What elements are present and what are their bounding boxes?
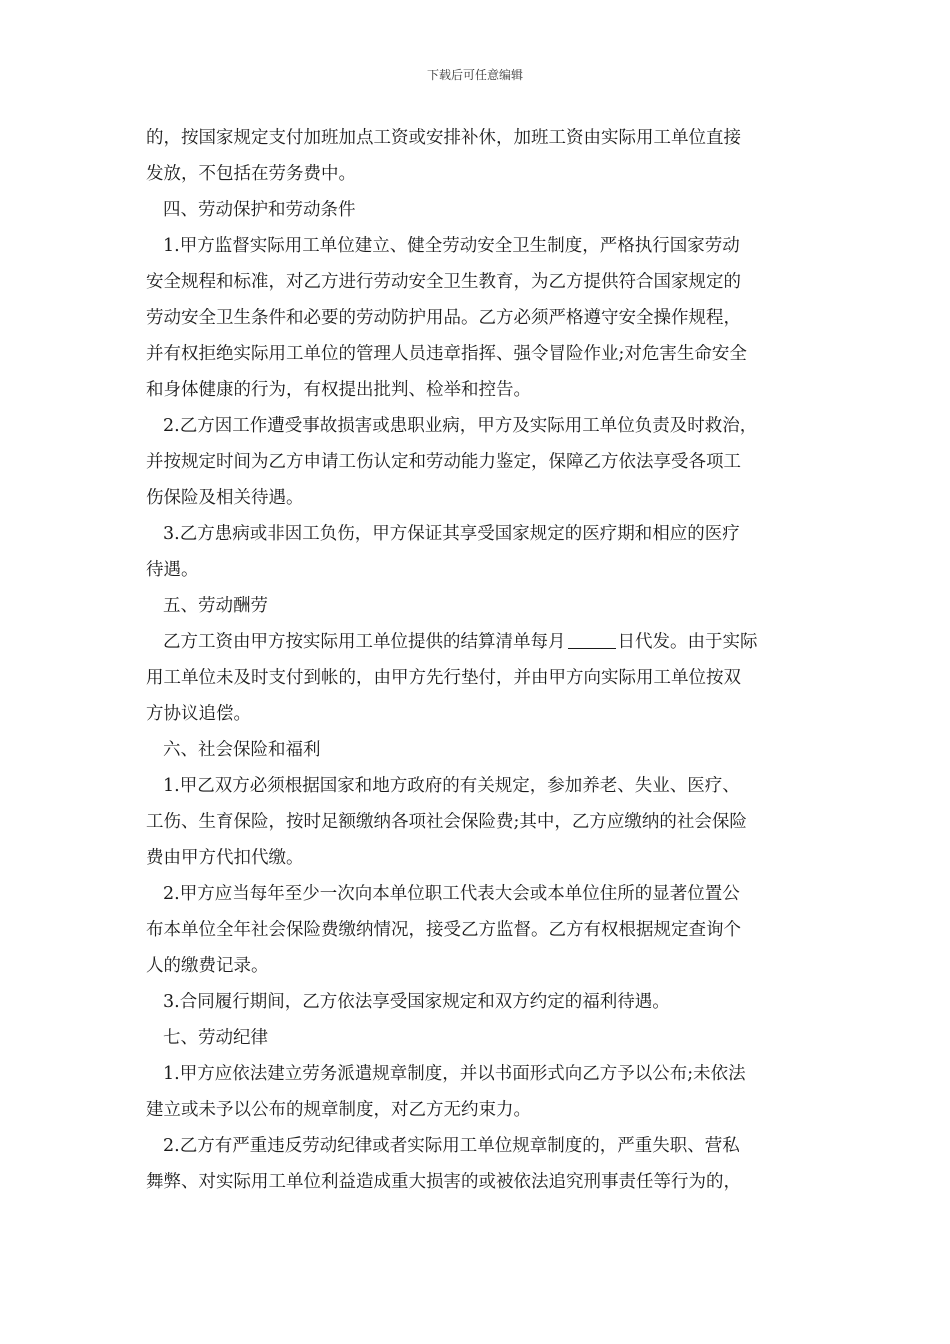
text-line — [146, 624, 810, 660]
text-line: 3.合同履行期间，乙方依法享受国家规定和双方约定的福利待遇。 — [163, 992, 670, 1012]
text-line: 待遇。 — [146, 560, 199, 580]
text-line: 和身体健康的行为，有权提出批判、检举和控告。 — [146, 380, 531, 400]
text-line: 工伤、生育保险，按时足额缴纳各项社会保险费;其中，乙方应缴纳的社会保险 — [146, 812, 747, 832]
text-line: 2.乙方因工作遭受事故损害或患职业病，甲方及实际用工单位负责及时救治， — [163, 416, 758, 436]
text-line: 方协议追偿。 — [146, 704, 251, 724]
text-line: 四、劳动保护和劳动条件 — [163, 200, 356, 220]
page-header: 下载后可任意编辑 — [426, 68, 523, 82]
text-line: 人的缴费记录。 — [146, 956, 269, 976]
text-line: 六、社会保险和福利 — [163, 740, 321, 760]
text-line: 1.甲方应依法建立劳务派遣规章制度，并以书面形式向乙方予以公布;未依法 — [163, 1064, 746, 1084]
text-line: 2.甲方应当每年至少一次向本单位职工代表大会或本单位住所的显著位置公 — [163, 884, 740, 904]
text-line: 的，按国家规定支付加班加点工资或安排补休，加班工资由实际用工单位直接 — [146, 128, 741, 148]
text-line: 劳动安全卫生条件和必要的劳动防护用品。乙方必须严格遵守安全操作规程， — [146, 308, 741, 328]
text-line: 五、劳动酬劳 — [163, 596, 268, 616]
text-line: 1.甲乙双方必须根据国家和地方政府的有关规定，参加养老、失业、医疗、 — [163, 776, 740, 796]
text-line: 伤保险及相关待遇。 — [146, 488, 304, 508]
fill-in-blank — [568, 628, 616, 649]
line-text: 乙方工资由甲方按实际用工单位提供的结算清单每月 — [163, 632, 566, 652]
text-line: 用工单位未及时支付到帐的，由甲方先行垫付，并由甲方向实际用工单位按双 — [146, 668, 741, 688]
text-line: 并有权拒绝实际用工单位的管理人员违章指挥、强令冒险作业;对危害生命安全 — [146, 344, 747, 364]
text-line: 建立或未予以公布的规章制度，对乙方无约束力。 — [146, 1100, 531, 1120]
text-line: 安全规程和标准，对乙方进行劳动安全卫生教育，为乙方提供符合国家规定的 — [146, 272, 741, 292]
text-line: 费由甲方代扣代缴。 — [146, 848, 304, 868]
text-line: 3.乙方患病或非因工负伤，甲方保证其享受国家规定的医疗期和相应的医疗 — [163, 524, 740, 544]
text-line: 七、劳动纪律 — [163, 1028, 268, 1048]
text-line: 舞弊、对实际用工单位利益造成重大损害的或被依法追究刑事责任等行为的， — [146, 1172, 741, 1192]
text-line: 2.乙方有严重违反劳动纪律或者实际用工单位规章制度的，严重失职、营私 — [163, 1136, 740, 1156]
text-line: 并按规定时间为乙方申请工伤认定和劳动能力鉴定，保障乙方依法享受各项工 — [146, 452, 741, 472]
text-line: 发放，不包括在劳务费中。 — [146, 164, 356, 184]
line-text-after: 日代发。由于实际 — [617, 632, 758, 652]
text-line: 1.甲方监督实际用工单位建立、健全劳动安全卫生制度，严格执行国家劳动 — [163, 236, 740, 256]
text-line: 布本单位全年社会保险费缴纳情况，接受乙方监督。乙方有权根据规定查询个 — [146, 920, 741, 940]
document-body — [146, 120, 810, 1200]
